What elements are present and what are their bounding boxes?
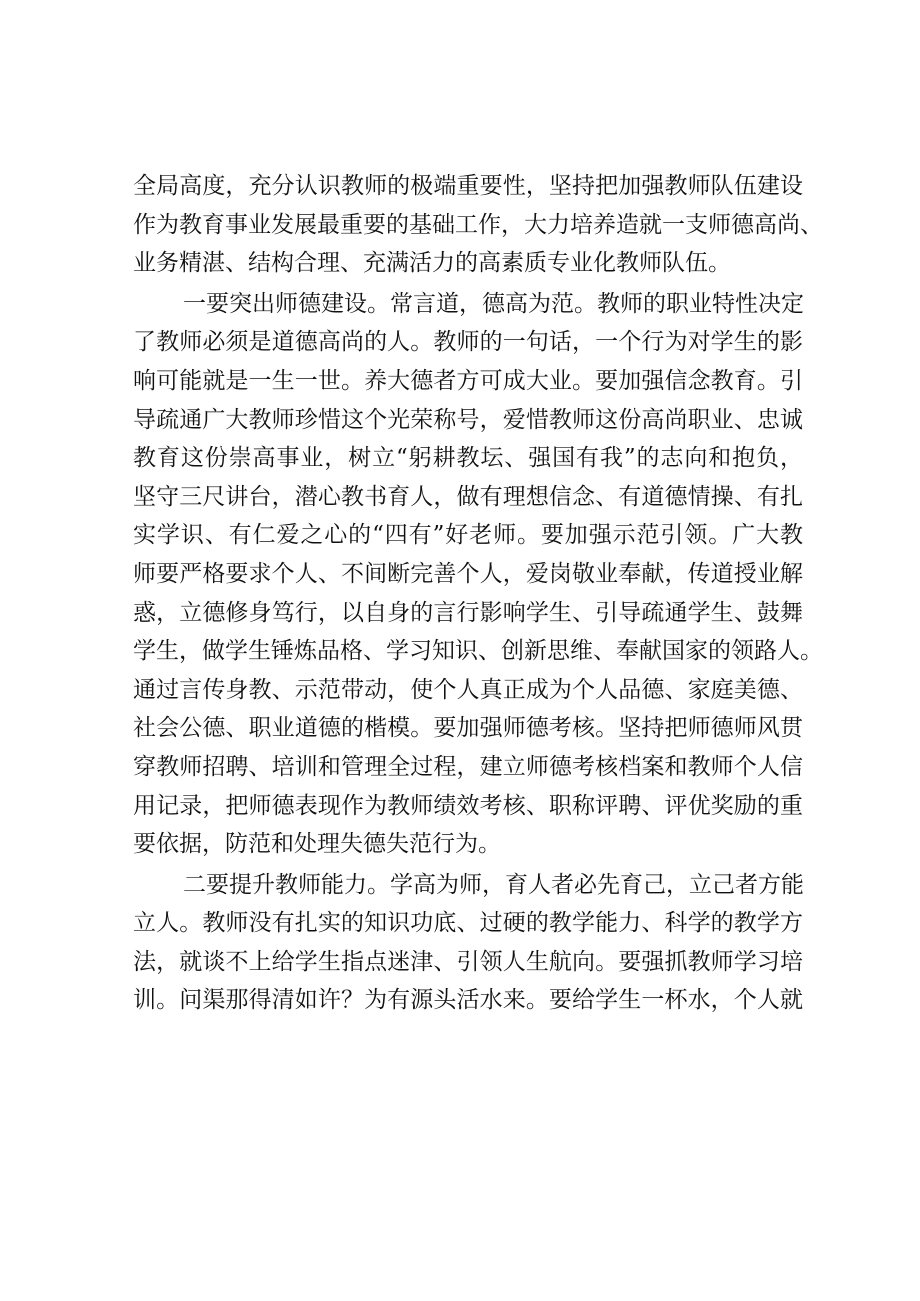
paragraph-line: 导疏通广大教师珍惜这个光荣称号，爱惜教师这份高尚职业、忠诚	[133, 406, 803, 433]
paragraph-line: 通过言传身教、示范带动，使个人真正成为个人品德、家庭美德、	[133, 676, 803, 703]
paragraph-line: 师要严格要求个人、不间断完善个人，爱岗敬业奉献，传道授业解	[133, 560, 803, 587]
paragraph-line: 用记录，把师德表现作为教师绩效考核、职称评聘、评优奖励的重	[133, 792, 803, 819]
paragraph-line: 作为教育事业发展最重要的基础工作，大力培养造就一支师德高尚、	[133, 211, 823, 238]
paragraph-line: 学生，做学生锤炼品格、学习知识、创新思维、奉献国家的领路人。	[133, 638, 823, 665]
paragraph-line: 法，就谈不上给学生指点迷津、引领人生航向。要强抓教师学习培	[133, 948, 803, 975]
paragraph-line: 立人。教师没有扎实的知识功底、过硬的教学能力、科学的教学方	[133, 910, 803, 937]
paragraph-line: 训。问渠那得清如许？为有源头活水来。要给学生一杯水，个人就	[133, 987, 803, 1014]
paragraph-teacher-ethics	[133, 285, 823, 864]
paragraph-line: 实学识、有仁爱之心的“四有”好老师。要加强示范引领。广大教	[133, 522, 803, 549]
paragraph-line: 要依据，防范和处理失德失范行为。	[133, 831, 501, 858]
paragraph-line: 教育这份崇高事业，树立“躬耕教坛、强国有我”的志向和抱负，	[133, 445, 803, 472]
paragraph-teacher-ability	[133, 866, 803, 1020]
paragraph-line: 全局高度，充分认识教师的极端重要性，坚持把加强教师队伍建设	[133, 173, 803, 199]
paragraph-line: 穿教师招聘、培训和管理全过程，建立师德考核档案和教师个人信	[133, 753, 803, 780]
paragraph-line: 社会公德、职业道德的楷模。要加强师德考核。坚持把师德师风贯	[133, 715, 803, 742]
paragraph-line: 响可能就是一生一世。养大德者方可成大业。要加强信念教育。引	[133, 367, 803, 394]
paragraph-line: 惑，立德修身笃行，以自身的言行影响学生、引导疏通学生、鼓舞	[133, 599, 803, 626]
paragraph-line: 二要提升教师能力。学高为师，育人者必先育己，立己者方能	[183, 871, 804, 898]
document-body	[133, 167, 823, 1020]
paragraph-line: 业务精湛、结构合理、充满活力的高素质专业化教师队伍。	[133, 250, 731, 277]
paragraph-intro	[133, 167, 823, 283]
paragraph-line: 了教师必须是道德高尚的人。教师的一句话，一个行为对学生的影	[133, 329, 803, 356]
paragraph-line: 坚守三尺讲台，潜心教书育人，做有理想信念、有道德情操、有扎	[133, 483, 803, 510]
paragraph-line: 一要突出师德建设。常言道，德高为范。教师的职业特性决定	[183, 290, 804, 317]
